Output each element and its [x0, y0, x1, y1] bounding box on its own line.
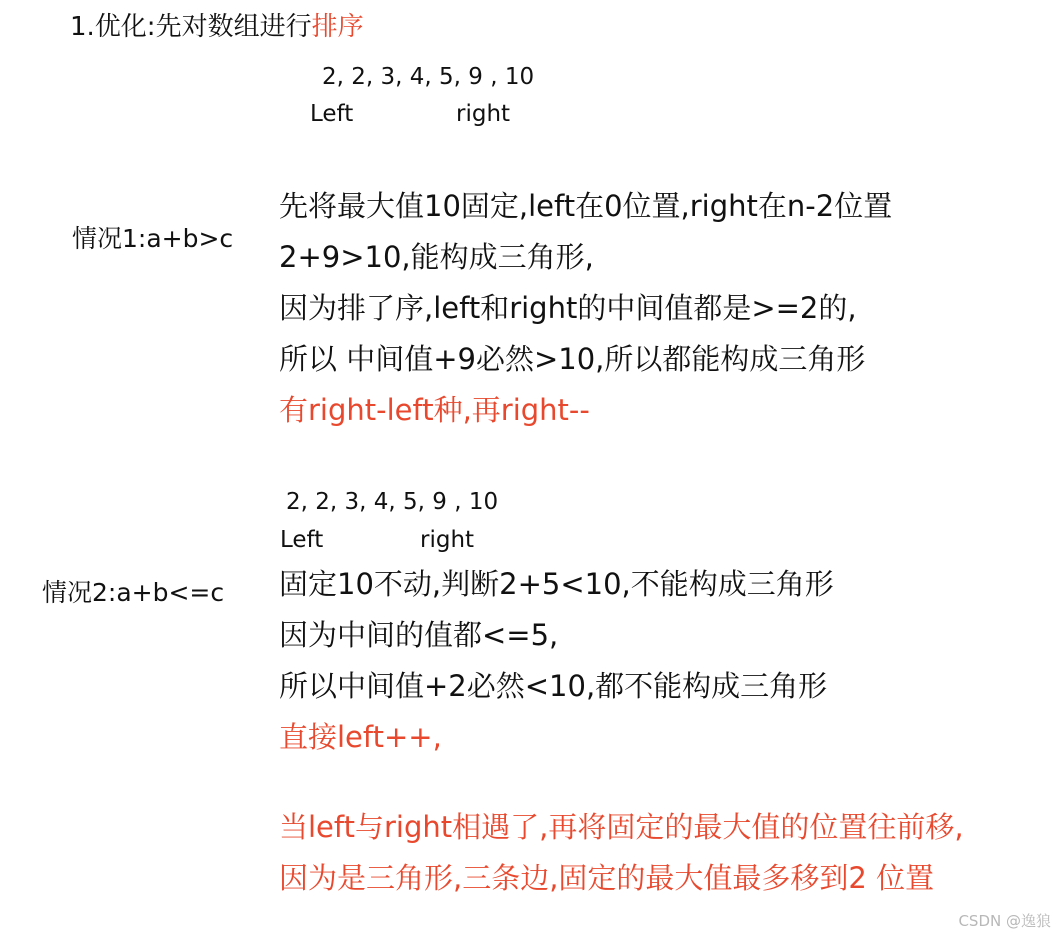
case1-conclusion: 有right-left种,再right--	[279, 393, 590, 427]
page-title	[70, 14, 364, 40]
title-prefix: 1.优化:先对数组进行	[70, 12, 312, 42]
case1-line-3: 因为排了序,left和right的中间值都是>=2的,	[279, 291, 857, 325]
case2-line-1: 固定10不动,判断2+5<10,不能构成三角形	[279, 567, 834, 601]
case1-right-label: right	[456, 101, 511, 127]
case1-heading: 情况1:a+b>c	[72, 224, 234, 253]
case2-conclusion: 直接left++,	[279, 720, 442, 754]
case2-array: 2, 2, 3, 4, 5, 9 , 10	[286, 489, 499, 515]
case1-array: 2, 2, 3, 4, 5, 9 , 10	[322, 64, 535, 90]
case1-line-2: 2+9>10,能构成三角形,	[279, 240, 594, 274]
case1-left-label: Left	[310, 101, 354, 127]
case2-line-3: 所以中间值+2必然<10,都不能构成三角形	[279, 669, 828, 703]
case1-line-1: 先将最大值10固定,left在0位置,right在n-2位置	[279, 189, 893, 223]
case2-line-2: 因为中间的值都<=5,	[279, 618, 559, 652]
title-highlight: 排序	[311, 12, 364, 42]
case1-line-4: 所以 中间值+9必然>10,所以都能构成三角形	[279, 342, 866, 376]
watermark: CSDN @逸狼	[958, 912, 1051, 930]
summary-line-1: 当left与right相遇了,再将固定的最大值的位置往前移,	[279, 810, 964, 844]
case2-heading: 情况2:a+b<=c	[42, 578, 225, 607]
case2-left-label: Left	[280, 527, 324, 553]
summary-line-2: 因为是三角形,三条边,固定的最大值最多移到2 位置	[279, 861, 935, 895]
case2-right-label: right	[420, 527, 475, 553]
